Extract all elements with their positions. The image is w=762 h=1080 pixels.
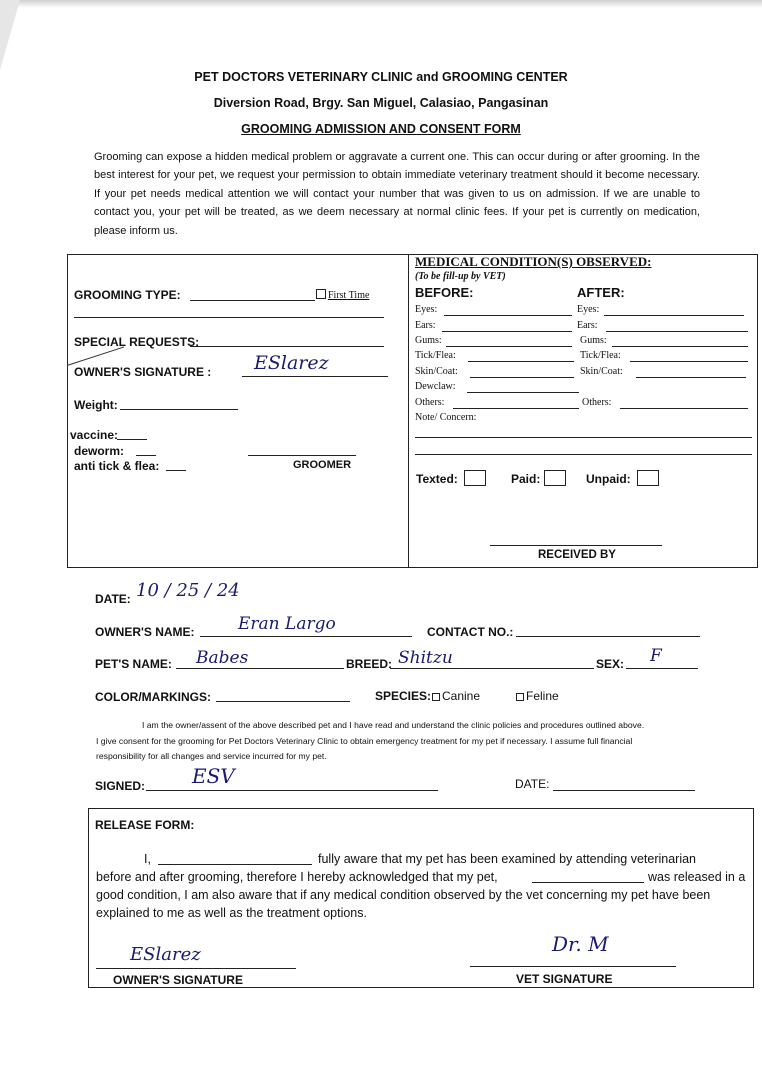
sex-handwriting: F	[650, 646, 662, 666]
sex-field[interactable]	[626, 668, 698, 669]
release-owner-name-field[interactable]	[158, 864, 312, 865]
received-by-label: RECEIVED BY	[538, 549, 616, 561]
breed-handwriting: Shitzu	[398, 648, 453, 668]
signed-handwriting: ESV	[192, 764, 235, 788]
received-by-field[interactable]	[490, 545, 662, 546]
unpaid-checkbox[interactable]	[637, 470, 659, 486]
owner-signature-handwriting: ESlarez	[254, 352, 329, 374]
signed-label: SIGNED:	[95, 779, 146, 793]
before-ears-field[interactable]	[442, 331, 572, 332]
before-tickflea-field[interactable]	[468, 361, 574, 362]
first-time-checkbox[interactable]	[316, 289, 326, 299]
consent-date-label: DATE:	[515, 777, 550, 791]
feline-label: Feline	[526, 689, 559, 703]
release-text-2a: before and after grooming, therefore I hereby acknowledged that my pet,	[96, 870, 498, 884]
paper-top-shadow	[0, 0, 762, 8]
after-gums-label: Gums:	[580, 335, 607, 346]
release-text-3: good condition, I am also aware that if any medical condition observed by the vet concerning my pet have been	[96, 888, 711, 902]
form-title: GROOMING ADMISSION AND CONSENT FORM	[241, 122, 521, 136]
before-dewclaw-field[interactable]	[467, 392, 579, 393]
texted-label: Texted:	[416, 472, 458, 486]
after-skincoat-field[interactable]	[636, 377, 746, 378]
note-line-1[interactable]	[415, 437, 752, 438]
owner-name-handwriting: Eran Largo	[238, 614, 336, 634]
first-time-option[interactable]	[316, 289, 369, 301]
contact-label: CONTACT NO.:	[427, 625, 514, 639]
weight-field[interactable]	[120, 409, 238, 410]
groomer-signature-field[interactable]	[248, 455, 356, 456]
deworm-field[interactable]	[136, 455, 156, 456]
owner-signature-label: OWNER'S SIGNATURE :	[74, 365, 212, 379]
pet-name-label: PET'S NAME:	[95, 657, 172, 671]
color-markings-field[interactable]	[216, 701, 350, 702]
grooming-type-field-2[interactable]	[74, 317, 384, 318]
before-skincoat-field[interactable]	[470, 377, 574, 378]
after-eyes-label: Eyes:	[577, 304, 600, 315]
unpaid-label: Unpaid:	[586, 472, 631, 486]
before-others-field[interactable]	[453, 408, 579, 409]
vet-signature-label: VET SIGNATURE	[516, 972, 613, 986]
release-text-2b: was released in a	[648, 870, 746, 884]
before-eyes-field[interactable]	[444, 315, 572, 316]
breed-field[interactable]	[390, 668, 594, 669]
paid-checkbox[interactable]	[544, 470, 566, 486]
special-requests-field[interactable]	[190, 346, 384, 347]
before-skincoat-label: Skin/Coat:	[415, 366, 458, 377]
note-line-2[interactable]	[415, 454, 752, 455]
anti-tick-label: anti tick & flea:	[74, 459, 160, 473]
after-ears-label: Ears:	[577, 320, 598, 331]
clinic-address: Diversion Road, Brgy. San Miguel, Calasiao, Pangasinan	[213, 96, 549, 110]
pet-name-field[interactable]	[176, 668, 344, 669]
canine-checkbox[interactable]	[432, 693, 440, 701]
release-text-1b: fully aware that my pet has been examined by attending veterinarian	[318, 852, 697, 866]
after-skincoat-label: Skin/Coat:	[580, 366, 623, 377]
release-owner-signature-label: OWNER'S SIGNATURE	[113, 973, 243, 987]
vet-signature-handwriting: Dr. M	[552, 932, 609, 956]
vaccine-label: vaccine:	[70, 428, 119, 442]
paid-label: Paid:	[511, 472, 541, 486]
clinic-name: PET DOCTORS VETERINARY CLINIC and GROOMING CENTER	[194, 70, 568, 84]
medical-condition-subtitle: (To be fill-up by VET)	[415, 271, 506, 282]
consent-line-3: responsibility for all changes and service incurred for my pet.	[96, 751, 327, 761]
consent-line-2: I give consent for the grooming for Pet Doctors Veterinary Clinic to obtain emergency treatment for my pet if necessary. I assume full financial	[96, 736, 633, 746]
after-others-label: Others:	[582, 397, 612, 408]
before-gums-field[interactable]	[446, 346, 572, 347]
before-heading: BEFORE:	[415, 285, 474, 300]
grooming-type-label: GROOMING TYPE:	[74, 288, 181, 302]
date-label: DATE:	[95, 592, 131, 606]
medical-condition-title: MEDICAL CONDITION(S) OBSERVED:	[415, 254, 652, 269]
admission-divider	[408, 254, 409, 568]
intro-paragraph: Grooming can expose a hidden medical problem or aggravate a current one. This can occur during or after grooming. In the best interest for your pet, we request your permission to obtain immediate veterinary treatment should it become necessary. If your pet needs medical attention we will contact your number that was given to us on admission. If we are unable to contact you, your pet will be treated, as we deem necessary at normal clinic fees. If your pet is currently on medication, please inform us.	[94, 151, 700, 237]
grooming-type-field[interactable]	[190, 300, 315, 301]
signed-field[interactable]	[146, 790, 438, 791]
owner-name-label: OWNER'S NAME:	[95, 625, 195, 639]
after-tickflea-label: Tick/Flea:	[580, 350, 621, 361]
after-tickflea-field[interactable]	[630, 361, 748, 362]
contact-field[interactable]	[516, 636, 700, 637]
color-markings-label: COLOR/MARKINGS:	[95, 690, 211, 704]
species-canine-option[interactable]	[432, 689, 480, 703]
vet-signature-field[interactable]	[470, 966, 676, 967]
owner-signature-field[interactable]	[242, 376, 388, 377]
release-owner-signature-field[interactable]	[96, 968, 296, 969]
species-feline-option[interactable]	[516, 689, 559, 703]
release-form-title: RELEASE FORM:	[95, 818, 195, 832]
after-heading: AFTER:	[577, 285, 625, 300]
weight-label: Weight:	[74, 398, 118, 412]
release-owner-signature-handwriting: ESlarez	[130, 944, 201, 965]
vaccine-field[interactable]	[117, 439, 147, 440]
before-ears-label: Ears:	[415, 320, 436, 331]
after-gums-field[interactable]	[612, 346, 748, 347]
canine-label: Canine	[442, 689, 481, 703]
groomer-label: GROOMER	[293, 459, 352, 471]
anti-tick-field[interactable]	[166, 470, 186, 471]
owner-name-field[interactable]	[200, 636, 412, 637]
sex-label: SEX:	[596, 657, 625, 671]
deworm-label: deworm:	[74, 444, 125, 458]
consent-line-1: I am the owner/assent of the above described pet and I have read and understand the clinic policies and procedures outlined above.	[142, 720, 645, 730]
before-dewclaw-label: Dewclaw:	[415, 381, 456, 392]
before-gums-label: Gums:	[415, 335, 442, 346]
release-pet-name-field[interactable]	[532, 882, 644, 883]
texted-checkbox[interactable]	[464, 470, 486, 486]
before-tickflea-label: Tick/Flea:	[415, 350, 456, 361]
before-eyes-label: Eyes:	[415, 304, 438, 315]
release-text-i: I,	[144, 852, 151, 866]
feline-checkbox[interactable]	[516, 693, 524, 701]
special-requests-label: SPECIAL REQUESTS:	[74, 335, 200, 349]
before-others-label: Others:	[415, 397, 445, 408]
species-label: SPECIES:	[375, 689, 432, 703]
release-text-4: explained to me as well as the treatment options.	[96, 906, 367, 920]
note-concern-label: Note/ Concern:	[415, 412, 477, 423]
after-ears-field[interactable]	[606, 331, 748, 332]
after-others-field[interactable]	[620, 408, 748, 409]
breed-label: BREED:	[346, 657, 393, 671]
after-eyes-field[interactable]	[604, 315, 744, 316]
consent-date-field[interactable]	[553, 790, 695, 791]
pet-name-handwriting: Babes	[196, 648, 249, 668]
date-handwriting: 10 / 25 / 24	[136, 580, 240, 601]
folded-corner	[0, 0, 20, 70]
first-time-label: First Time	[328, 290, 370, 301]
